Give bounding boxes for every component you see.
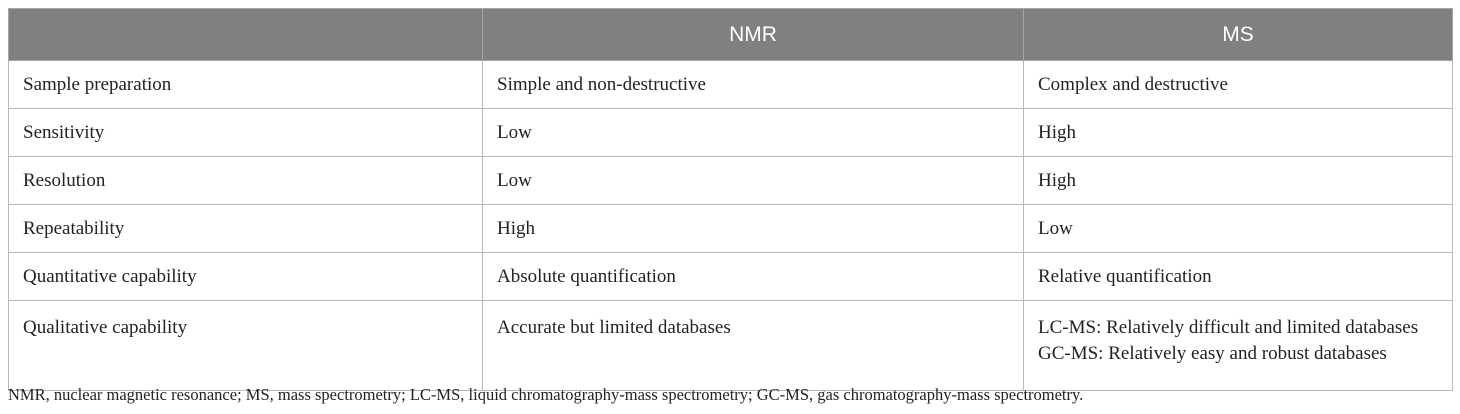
ms-cell-line: LC-MS: Relatively difficult and limited databases <box>1038 317 1419 338</box>
ms-cell <box>1024 109 1453 157</box>
row-label: Quantitative capability <box>9 253 483 301</box>
nmr-cell: High <box>483 205 1024 253</box>
ms-cell-line: Low <box>1038 217 1073 239</box>
nmr-cell: Absolute quantification <box>483 253 1024 301</box>
ms-cell-line: GC-MS: Relatively easy and robust databases <box>1038 343 1387 364</box>
row-label: Qualitative capability <box>9 301 483 391</box>
row-label: Resolution <box>9 157 483 205</box>
ms-cell <box>1024 157 1453 205</box>
header-cell-nmr: NMR <box>483 9 1024 61</box>
header-cell-empty <box>9 9 483 61</box>
row-label: Sample preparation <box>9 61 483 109</box>
ms-cell-line: High <box>1038 169 1076 191</box>
table-row <box>9 253 1453 301</box>
row-label: Sensitivity <box>9 109 483 157</box>
table-row <box>9 301 1453 391</box>
nmr-cell: Low <box>483 109 1024 157</box>
ms-cell-line: Complex and destructive <box>1038 73 1228 95</box>
table-row <box>9 109 1453 157</box>
header-cell-ms: MS <box>1024 9 1453 61</box>
ms-cell <box>1024 205 1453 253</box>
nmr-cell: Low <box>483 157 1024 205</box>
comparison-table <box>8 8 1453 391</box>
ms-cell-line: Relative quantification <box>1038 265 1212 287</box>
table-row <box>9 205 1453 253</box>
ms-cell <box>1024 61 1453 109</box>
table-footnote: NMR, nuclear magnetic resonance; MS, mass spectrometry; LC-MS, liquid chromatography-mass spectrometry; GC-MS, gas chromatography-mass spectrometry. <box>8 385 1084 404</box>
ms-cell <box>1024 253 1453 301</box>
table-row <box>9 157 1453 205</box>
row-label: Repeatability <box>9 205 483 253</box>
nmr-cell: Simple and non-destructive <box>483 61 1024 109</box>
ms-cell <box>1024 301 1453 391</box>
table-row <box>9 61 1453 109</box>
nmr-cell: Accurate but limited databases <box>483 301 1024 391</box>
header-row <box>9 9 1453 61</box>
ms-cell-line: High <box>1038 121 1076 143</box>
